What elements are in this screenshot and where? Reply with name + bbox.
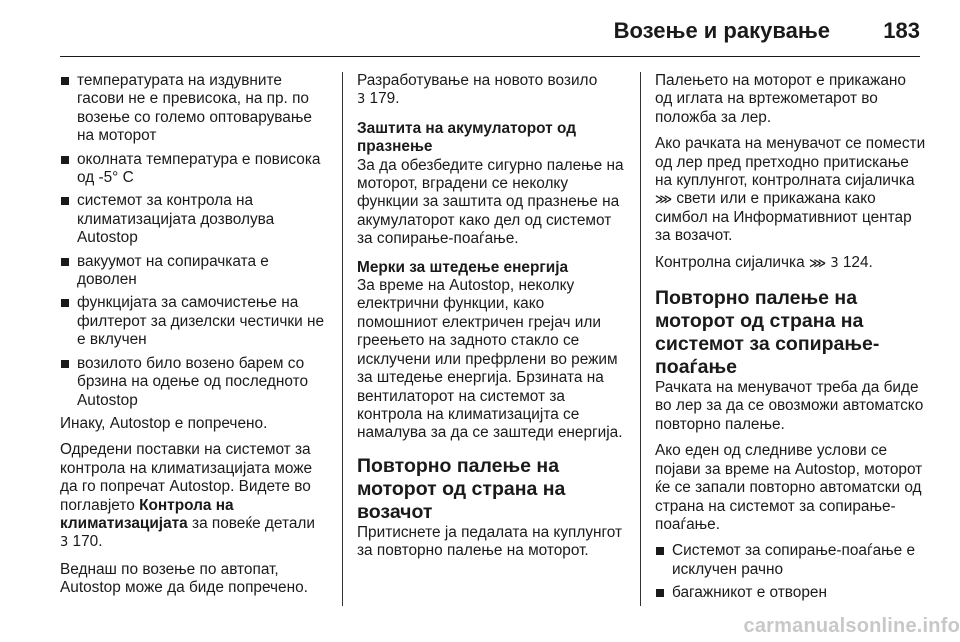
column-1 [60, 72, 332, 606]
heading-restart-driver: Повторно палење на моторот од страна на возачот [357, 454, 566, 523]
list-item-text: багажникот е отворен [672, 584, 827, 602]
page-ref[interactable]: 170. [68, 533, 103, 551]
list-item-text: возилото било возено барем со брзина на одење од последното Autostop [77, 354, 309, 409]
list-item [60, 192, 332, 247]
list-item-text: функцијата за самочистење на филтерот за дизелски честички не е вклучен [77, 294, 325, 349]
column-2 [357, 72, 627, 569]
paragraph-cancelled: Инаку, Autostop е попречено. [60, 414, 268, 432]
list-item [655, 584, 927, 602]
paragraph-autopath: Веднаш по возење по автопат, Autostop може да биде попречено. [60, 560, 308, 597]
bullet-square-icon [656, 547, 664, 555]
page-ref[interactable]: 179. [365, 90, 400, 108]
paragraph-lamp: Ако рачката на менувачот се помести од лер пред претходно притискање на куплунгот, контролната сијаличка ⋙ свети или е прикажана како симбол на Информативниот центар за возачот. [655, 135, 926, 245]
paragraph-settings: Одредени поставки на системот за контрола на климатизацијата може да го попречат Autostop. Видете во поглавјето Контрола на климатизацијата за повеќе детали 3 170. [60, 441, 315, 551]
list-item-text: Системот за сопирање-поаѓање е исклучен рачно [672, 542, 916, 578]
header-rule [60, 56, 920, 57]
subheading-energy: Мерки за штедење енергија [357, 258, 569, 276]
paragraph-run-in: Разработување на новото возило 3 179. [357, 72, 598, 108]
paragraph-restart-driver: Притиснете ја педалата на куплунгот за повторно палење на моторот. [357, 523, 623, 560]
column-divider [342, 72, 343, 606]
page-ref-icon: 3 [830, 255, 839, 271]
paragraph-battery: За да обезбедите сигурно палење на моторот, вградени се неколку функции за заштита од празнење на акумулаторот како дел од системот за сопирање-поаѓање. [357, 156, 624, 248]
bullet-square-icon [61, 258, 69, 266]
list-item [60, 253, 332, 290]
page-ref[interactable]: 124. [838, 253, 873, 271]
list-item-text: системот за контрола на климатизацијата дозволува Autostop [77, 192, 275, 247]
column-divider [640, 72, 641, 606]
bullet-square-icon [61, 77, 69, 85]
list-item [60, 355, 332, 410]
list-item [60, 72, 332, 146]
list-item [655, 542, 927, 579]
chapter-title: Возење и ракување [613, 18, 830, 43]
subheading-battery: Заштита на акумулаторот од празнење [357, 119, 576, 156]
control-lamp-icon: ⋙ [808, 255, 827, 270]
bullet-square-icon [61, 360, 69, 368]
bullet-square-icon [61, 299, 69, 307]
bullet-square-icon [61, 156, 69, 164]
page-ref-icon: 3 [357, 92, 366, 108]
page-number: 183 [883, 18, 920, 43]
list-item [60, 151, 332, 188]
paragraph-needle: Палењето на моторот е прикажано од иглата на вртежометарот во положба за лер. [655, 72, 906, 126]
heading-restart-system: Повторно палење на моторот од страна на системот за сопирање-поаѓање [655, 287, 880, 379]
watermark: carmanualsonline.info [743, 615, 960, 637]
list-item-text: температурата на издувните гасови не е превисока, на пр. по возење со големо оптоварување на моторот [77, 72, 312, 145]
bullet-square-icon [61, 197, 69, 205]
list-item-text: вакуумот на сопирачката е доволен [77, 252, 269, 289]
paragraph-conditions: Ако еден од следниве услови се појави за време на Autostop, моторот ќе се запали повторно автоматски од страна на системот за сопирање-поаѓање. [655, 442, 923, 533]
chapter-link[interactable]: Контрола на климатизацијата [60, 496, 234, 532]
list-item [60, 294, 332, 349]
page-header [60, 0, 920, 55]
paragraph-energy: За време на Autostop, неколку електрични функции, како помошниот електричен грејач или греењето на задното стакло се исклучени или префрлени во режим за штедење енергија. Брзината на вентилаторот на системот за контрола на климатизацијта се намалува за да се заштеди енергија. [357, 277, 623, 442]
control-lamp-icon: ⋙ [655, 192, 673, 207]
list-item-text: околната температура е повисока од -5° C [77, 150, 321, 187]
column-3 [655, 72, 927, 608]
bullet-square-icon [656, 589, 664, 597]
page-ref-icon: 3 [60, 535, 69, 551]
paragraph-restart-system: Рачката на менувачот треба да биде во лер за да се овозможи автоматско повторно палење. [655, 379, 924, 433]
paragraph-control-lamp: Контролна сијаличка ⋙ 3 124. [655, 253, 873, 271]
